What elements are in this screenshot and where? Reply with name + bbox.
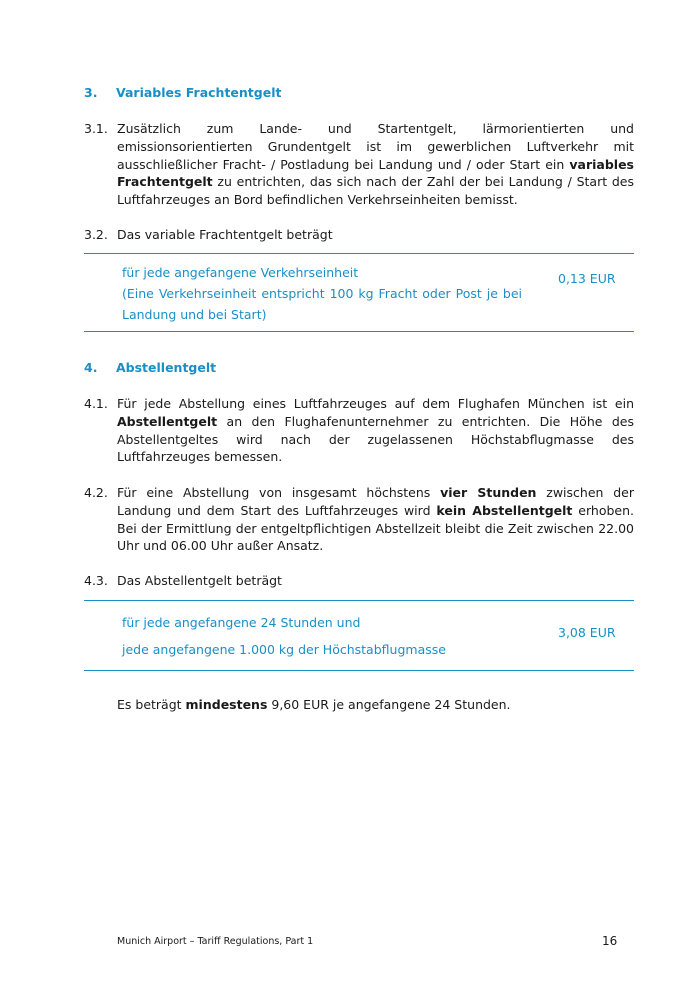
- paragraph-3-2-text: Das variable Frachtentgelt beträgt: [117, 227, 333, 242]
- paragraph-4-1-text: [117, 395, 634, 466]
- section-3-title: Variables Frachtentgelt: [116, 85, 282, 100]
- paragraph-4-2: [84, 484, 634, 555]
- paragraph-4-1: [84, 395, 634, 466]
- paragraph-4-2-text-a: Für eine Abstellung von insgesamt höchstens: [117, 485, 441, 500]
- paragraph-3-1-text-b: zu entrichten, das sich nach der Zahl der bei Landung / Start des Luftfahrzeuges an Bord befindlichen Verkehrseinheiten bemisst.: [117, 174, 634, 208]
- minimum-fee-note: [117, 696, 637, 714]
- section-3-heading: [84, 85, 281, 100]
- paragraph-3-2-number: 3.2.: [84, 227, 108, 242]
- table-4-line-1: für jede angefangene 24 Stunden und: [122, 615, 361, 630]
- paragraph-3-1-text-a: Zusätzlich zum Lande- und Startentgelt, lärmorientierten und emissionsorientierten Grundentgelt ist im gewerblichen Luftverkehr mit ausschließlicher Fracht- / Postladung bei Landung und / oder Start ein: [117, 121, 634, 172]
- paragraph-3-1-number: 3.1.: [84, 121, 108, 136]
- table-3-description: [122, 262, 522, 325]
- page-number: 16: [602, 934, 618, 948]
- paragraph-3-1-text: [117, 120, 634, 209]
- table-4-top-rule: [84, 600, 634, 601]
- table-4-line-2: jede angefangene 1.000 kg der Höchstabflugmasse: [122, 642, 446, 657]
- table-3-line-2: (Eine Verkehrseinheit entspricht 100 kg Fracht oder Post je bei Landung und bei Start): [122, 286, 522, 322]
- note-bold: mindestens: [185, 697, 268, 712]
- table-3-price: 0,13 EUR: [558, 271, 616, 286]
- paragraph-3-1-bold: variables Frachtentgelt: [117, 156, 634, 190]
- paragraph-3-2: [84, 226, 634, 244]
- table-3-top-rule: [84, 253, 634, 254]
- table-4-description: [122, 609, 522, 663]
- paragraph-4-1-text-b: an den Flughafenunternehmer zu entrichten. Die Höhe des Abstellentgeltes wird nach der zugelassenen Höchstabflugmasse des Luftfahrzeuges bemessen.: [117, 413, 634, 465]
- paragraph-4-3-number: 4.3.: [84, 573, 108, 588]
- table-4-bottom-rule: [84, 670, 634, 671]
- paragraph-4-1-number: 4.1.: [84, 396, 108, 411]
- paragraph-3-1: [84, 120, 634, 209]
- table-4-price: 3,08 EUR: [558, 625, 616, 640]
- paragraph-4-2-text-c: erhoben. Bei der Ermittlung der entgeltpflichtigen Abstellzeit bleibt die Zeit zwischen 22.00 Uhr und 06.00 Uhr außer Ansatz.: [117, 502, 634, 554]
- section-3-number: 3.: [84, 85, 98, 100]
- paragraph-4-2-number: 4.2.: [84, 485, 108, 500]
- section-4-number: 4.: [84, 360, 98, 375]
- paragraph-4-3-text: Das Abstellentgelt beträgt: [117, 573, 282, 588]
- paragraph-4-2-text: [117, 484, 634, 555]
- paragraph-4-1-bold: Abstellentgelt: [117, 413, 218, 429]
- paragraph-4-2-text-b: zwischen der Landung und dem Start des Luftfahrzeuges wird: [117, 485, 635, 518]
- section-4-title: Abstellentgelt: [116, 360, 217, 375]
- note-text-b: 9,60 EUR je angefangene 24 Stunden.: [267, 697, 511, 712]
- footer-title: Munich Airport – Tariff Regulations, Part 1: [117, 936, 314, 947]
- paragraph-4-1-text-a: Für jede Abstellung eines Luftfahrzeuges auf dem Flughafen München ist ein: [117, 396, 634, 411]
- paragraph-4-2-bold-a: vier Stunden: [440, 485, 537, 500]
- paragraph-4-3: [84, 572, 634, 590]
- note-text-a: Es beträgt: [117, 697, 186, 712]
- table-3-bottom-rule: [84, 331, 634, 332]
- table-3-line-1: für jede angefangene Verkehrseinheit: [122, 265, 359, 280]
- section-4-heading: [84, 360, 216, 375]
- paragraph-4-2-bold-b: kein Abstellentgelt: [436, 502, 573, 518]
